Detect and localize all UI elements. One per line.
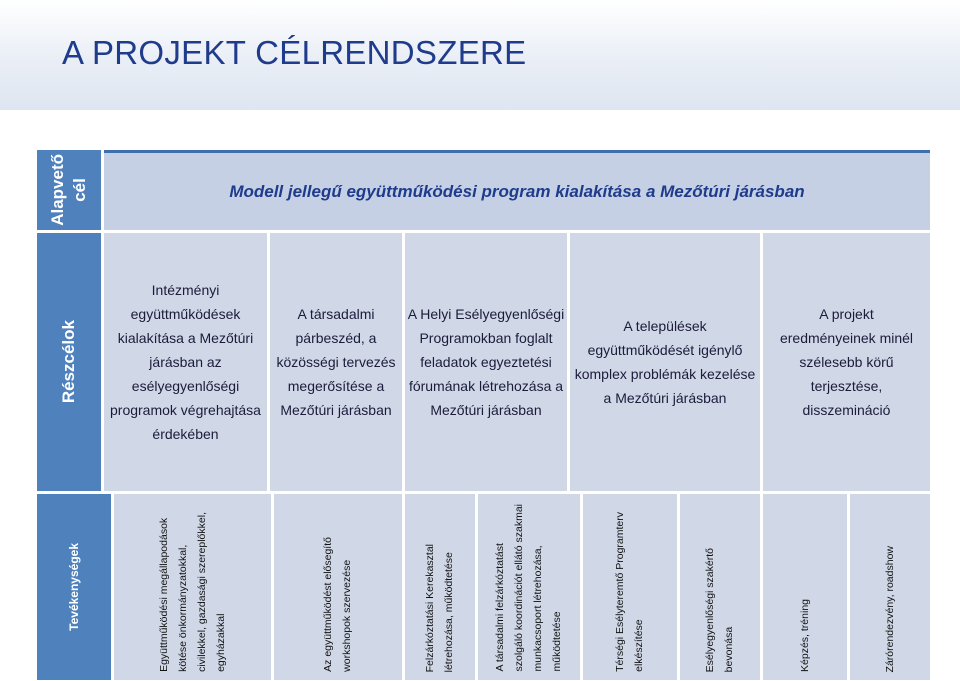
subgoal-line: komplex problémák kezelése bbox=[574, 366, 756, 382]
activity-line: civilekkel, gazdasági szereplőkkel, bbox=[195, 512, 208, 672]
activity-line: szolgáló koordinációt ellátó szakmai bbox=[513, 504, 525, 672]
subgoal-line: terjesztése, bbox=[810, 378, 883, 394]
subgoal-line: Programokban foglalt bbox=[419, 330, 553, 346]
activity-text bbox=[796, 599, 815, 672]
goal-row-header bbox=[37, 150, 101, 230]
activity-cell bbox=[763, 494, 847, 680]
activity-text bbox=[881, 546, 900, 672]
activity-cell bbox=[478, 494, 580, 680]
subgoal-line: együttműködések bbox=[130, 306, 241, 322]
subgoal-line: A projekt bbox=[819, 306, 874, 322]
activity-text bbox=[155, 512, 231, 672]
subgoal-line: megerősítése a bbox=[287, 378, 385, 394]
goal-header-line-2: cél bbox=[70, 178, 89, 202]
subgoal-line: disszemináció bbox=[802, 402, 891, 418]
activity-line: Felzárkóztatási Kerekasztal bbox=[424, 543, 436, 672]
activity-text bbox=[319, 537, 357, 672]
subgoal-cell bbox=[763, 233, 930, 491]
subgoal-cell bbox=[570, 233, 760, 491]
subgoals-row-header bbox=[37, 233, 101, 491]
subgoal-cell bbox=[270, 233, 402, 491]
activity-line: kötése önkormányzatokkal, bbox=[176, 544, 189, 672]
subgoal-text bbox=[110, 278, 261, 446]
subgoal-line: feladatok egyeztetési bbox=[420, 354, 552, 370]
subgoal-text bbox=[408, 302, 564, 422]
activity-line: bevonása bbox=[723, 626, 735, 672]
subgoal-line: Intézményi bbox=[151, 282, 220, 298]
activity-line: működtetése bbox=[551, 611, 563, 672]
activity-cell bbox=[850, 494, 930, 680]
subgoal-line: járásban az bbox=[149, 354, 222, 370]
subgoal-line: eredményeinek minél bbox=[779, 330, 914, 346]
activity-cell bbox=[680, 494, 760, 680]
activity-line: egyházakkal bbox=[214, 613, 227, 672]
subgoal-text bbox=[575, 314, 756, 410]
activity-text bbox=[611, 512, 649, 672]
activity-line: Esélyegyenlőségi szakértő bbox=[704, 547, 716, 672]
goal-header-line-1: Alapvető bbox=[48, 154, 67, 226]
activity-cell bbox=[583, 494, 677, 680]
subgoal-line: kialakítása a Mezőtúri bbox=[117, 330, 254, 346]
page-title: A PROJEKT CÉLRENDSZERE bbox=[62, 34, 527, 71]
subgoal-line: A társadalmi bbox=[297, 306, 375, 322]
subgoal-line: fórumának létrehozása a bbox=[408, 378, 564, 394]
activity-text bbox=[491, 504, 567, 672]
subgoal-text bbox=[780, 302, 913, 422]
activity-line: munkacsoport létrehozása, bbox=[532, 545, 544, 672]
main-goal bbox=[104, 150, 930, 230]
subgoal-line: érdekében bbox=[152, 426, 219, 442]
activity-text bbox=[421, 544, 459, 672]
activity-line: Képzés, tréning bbox=[798, 599, 811, 672]
activities-row-header bbox=[37, 494, 111, 680]
activity-line: A társadalmi felzárkóztatást bbox=[494, 543, 506, 672]
activity-line: elkészítése bbox=[633, 619, 645, 672]
activity-cell bbox=[405, 494, 475, 680]
activity-line: létrehozása, működtetése bbox=[443, 551, 455, 672]
activity-cell bbox=[274, 494, 402, 680]
activity-line: Térségi Esélyteremtő Programterv bbox=[614, 512, 626, 672]
activity-line: workshopok szervezése bbox=[341, 559, 353, 672]
subgoal-line: közösségi tervezés bbox=[276, 354, 396, 370]
subgoal-line: párbeszéd, a bbox=[295, 330, 377, 346]
subgoal-line: programok végrehajtása bbox=[110, 402, 261, 418]
main-goal-text: Modell jellegű együttműködési program kialakítása a Mezőtúri járásban bbox=[229, 181, 805, 201]
subgoal-line: szélesebb körű bbox=[799, 354, 894, 370]
subgoal-line: a Mezőtúri járásban bbox=[603, 390, 727, 406]
activity-line: Együttműködési megállapodások bbox=[157, 517, 170, 672]
subgoal-line: A települések bbox=[623, 318, 707, 334]
subgoals-header-text: Részcélok bbox=[59, 320, 78, 404]
activity-text bbox=[701, 548, 739, 672]
subgoal-line: Mezőtúri járásban bbox=[430, 402, 542, 418]
activities-header-text: Tevékenységek bbox=[67, 543, 81, 631]
activity-line: Zárórendezvény, roadshow bbox=[883, 545, 896, 672]
activity-line: Az együttműködést elősegítő bbox=[322, 537, 334, 672]
subgoal-line: Mezőtúri járásban bbox=[280, 402, 392, 418]
subgoal-line: együttműködését igénylő bbox=[587, 342, 743, 358]
subgoal-cell bbox=[405, 233, 567, 491]
subgoal-line: esélyegyenlőségi bbox=[131, 378, 240, 394]
subgoal-text bbox=[276, 302, 395, 422]
subgoal-line: A Helyi Esélyegyenlőségi bbox=[407, 306, 565, 322]
subgoal-cell bbox=[104, 233, 267, 491]
activity-cell bbox=[114, 494, 271, 680]
